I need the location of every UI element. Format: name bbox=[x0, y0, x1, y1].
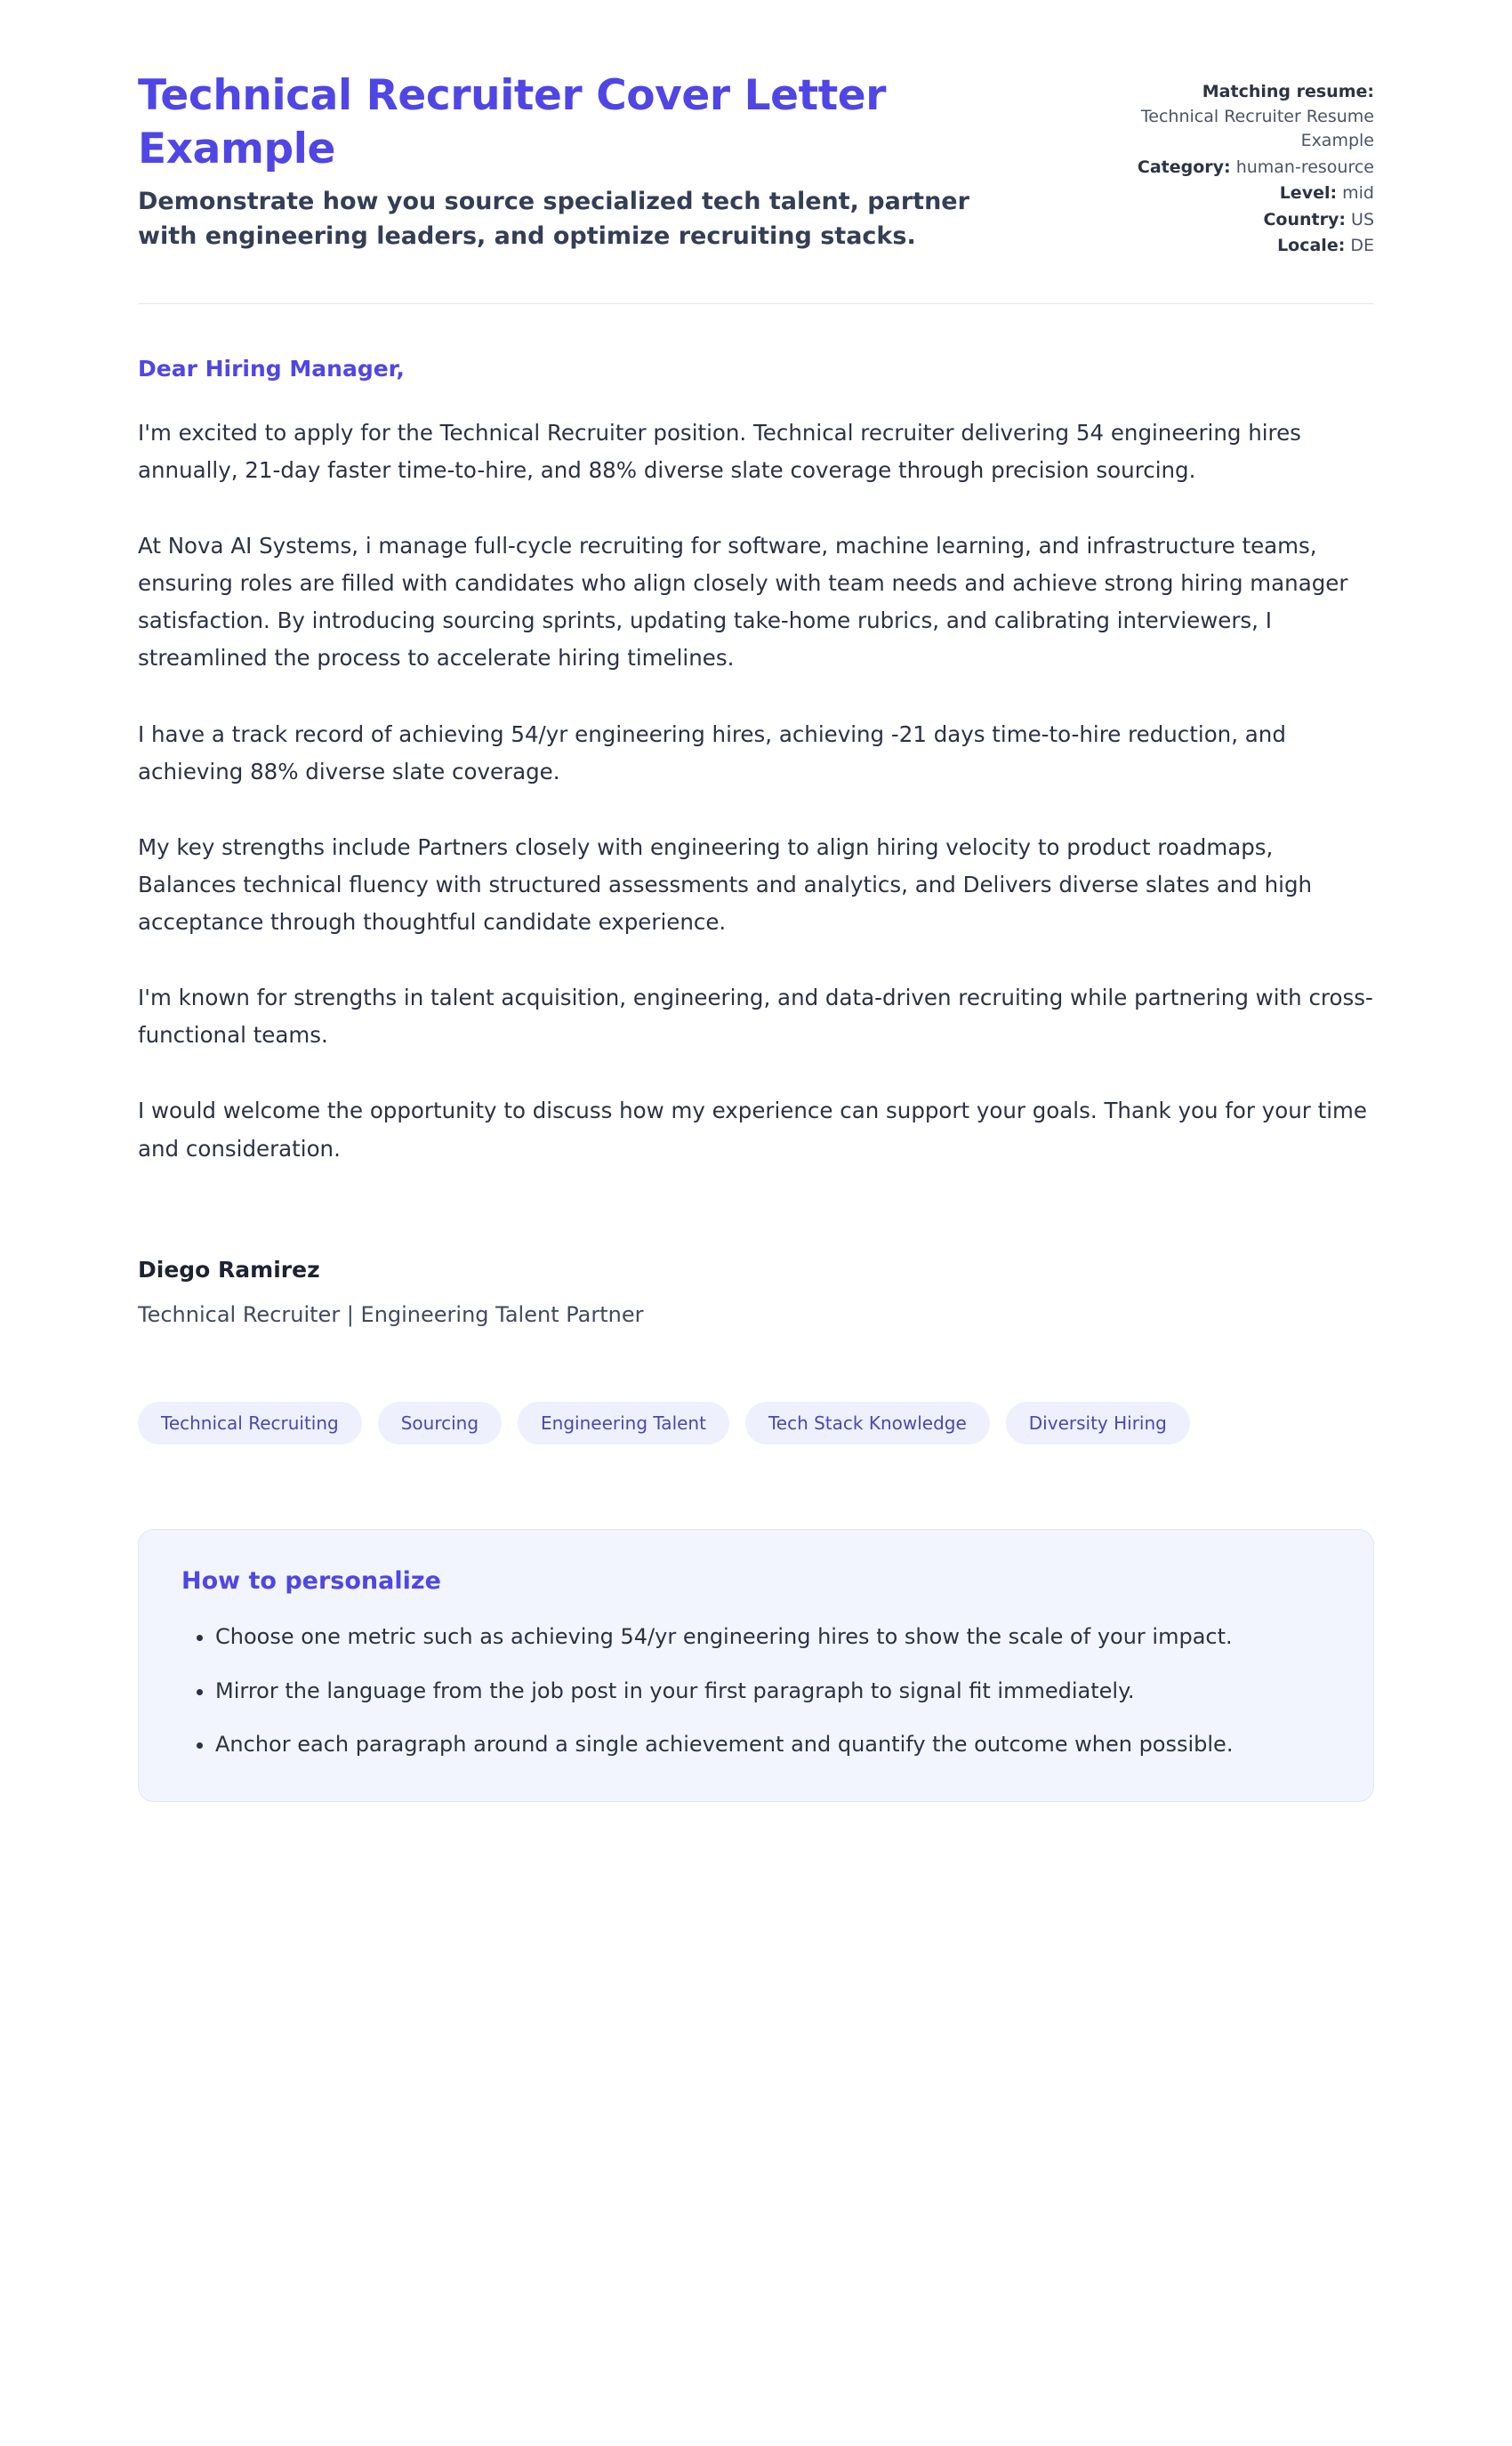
list-item: • Choose one metric such as achieving 54/yr engineering hires to show the scale of your impact. bbox=[215, 1620, 1331, 1654]
meta-level-label: Level: bbox=[1279, 183, 1338, 204]
meta-locale-label: Locale: bbox=[1277, 236, 1346, 256]
skill-tag-list bbox=[138, 1402, 1374, 1444]
header-text-block bbox=[138, 69, 1072, 253]
letter-signature bbox=[138, 1257, 1374, 1327]
letter-body bbox=[138, 304, 1374, 1327]
skill-tag[interactable]: Sourcing bbox=[378, 1402, 502, 1444]
letter-paragraph: At Nova AI Systems, i manage full-cycle recruiting for software, machine learning, and infrastructure teams, ensuring roles are filled with candidates who align closely with team needs and achieve strong hiring manager satisfaction. By introducing sourcing sprints, updating take-home rubrics, and calibrating interviewers, I streamlined the process to accelerate hiring timelines. bbox=[138, 533, 1348, 672]
meta-matching-resume-label: Matching resume: bbox=[1202, 82, 1374, 101]
meta-matching-resume bbox=[1107, 80, 1374, 154]
meta-country bbox=[1107, 208, 1374, 233]
letter-paragraph: My key strengths include Partners closely with engineering to align hiring velocity to product roadmaps, Balances technical fluency with structured assessments and analytics, and Delivers diverse slates and high acceptance through thoughtful candidate experience. bbox=[138, 833, 1313, 936]
letter-paragraph: I'm excited to apply for the Technical Recruiter position. Technical recruiter delivering 54 engineering hires annually, 21-day faster time-to-hire, and 88% diverse slate coverage through precision sourcing. bbox=[138, 419, 1301, 483]
meta-category-value: human-resource bbox=[1235, 157, 1374, 177]
meta-country-value: US bbox=[1351, 209, 1374, 229]
signature-role: Technical Recruiter | Engineering Talent Partner bbox=[138, 1301, 644, 1327]
page-title: Technical Recruiter Cover Letter Example bbox=[138, 71, 887, 174]
meta-level bbox=[1107, 181, 1374, 206]
meta-country-label: Country: bbox=[1263, 209, 1346, 229]
document-header bbox=[138, 69, 1374, 261]
meta-locale-value: DE bbox=[1350, 236, 1374, 256]
meta-category-label: Category: bbox=[1137, 157, 1231, 177]
meta-matching-resume-value: Technical Recruiter Resume Example bbox=[1140, 106, 1374, 151]
letter-paragraph: I'm known for strengths in talent acquisition, engineering, and data-driven recruiting while partnering with cross-functional teams. bbox=[138, 985, 1373, 1049]
list-item: • Mirror the language from the job post in your first paragraph to signal fit immediately. bbox=[215, 1674, 1331, 1709]
meta-locale bbox=[1107, 234, 1374, 259]
meta-category bbox=[1107, 156, 1374, 181]
skill-tag[interactable]: Technical Recruiting bbox=[138, 1402, 362, 1444]
how-to-personalize-card bbox=[138, 1529, 1374, 1803]
skill-tag[interactable]: Engineering Talent bbox=[518, 1402, 729, 1444]
personalize-title: How to personalize bbox=[181, 1566, 441, 1595]
personalize-list bbox=[181, 1620, 1331, 1763]
meta-level-value: mid bbox=[1342, 183, 1374, 204]
signature-name: Diego Ramirez bbox=[138, 1256, 320, 1283]
page-subtitle: Demonstrate how you source specialized tech talent, partner with engineering leaders, and optimize recruiting stacks. bbox=[138, 188, 969, 250]
letter-paragraph: I have a track record of achieving 54/yr engineering hires, achieving -21 days time-to-hire reduction, and achieving 88% diverse slate coverage. bbox=[138, 720, 1286, 784]
skill-tag[interactable]: Tech Stack Knowledge bbox=[745, 1402, 990, 1444]
skill-tag[interactable]: Diversity Hiring bbox=[1006, 1402, 1190, 1444]
list-item: • Anchor each paragraph around a single achievement and quantify the outcome when possible. bbox=[215, 1727, 1331, 1762]
letter-paragraph: I would welcome the opportunity to discuss how my experience can support your goals. Thank you for your time and consideration. bbox=[138, 1098, 1367, 1162]
document-metadata bbox=[1107, 69, 1374, 261]
letter-salutation: Dear Hiring Manager, bbox=[138, 355, 405, 382]
